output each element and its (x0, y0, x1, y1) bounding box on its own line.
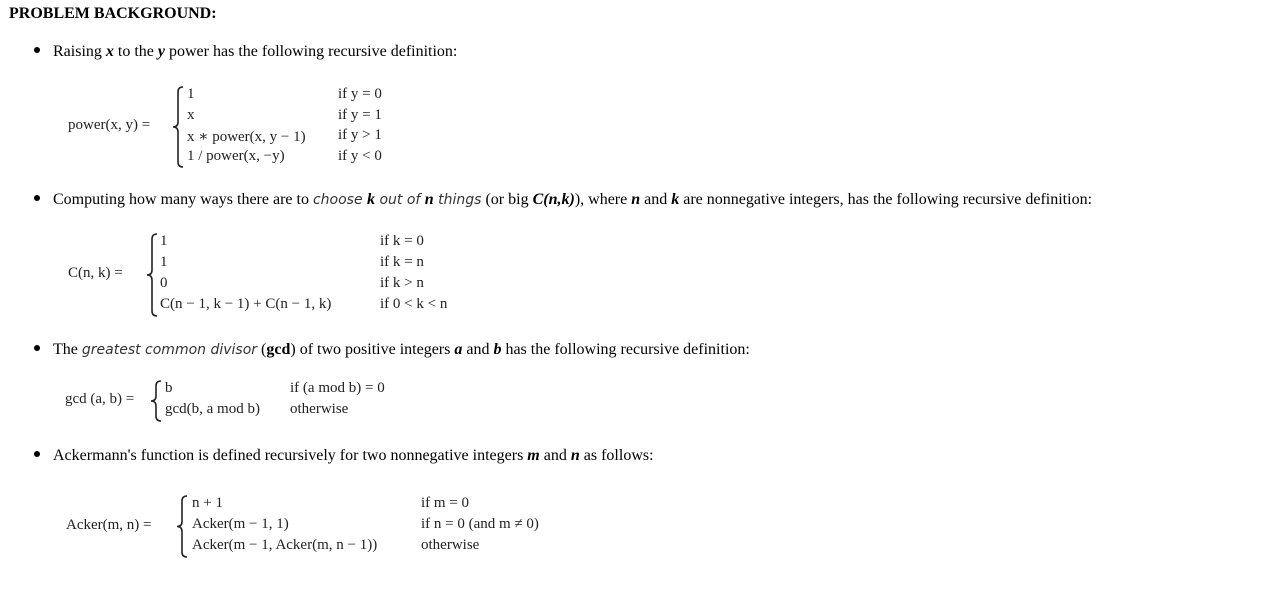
acker-condition: otherwise (421, 537, 480, 553)
var-a: a (454, 341, 463, 358)
var-k: k (671, 191, 680, 208)
var-n: n (570, 447, 580, 464)
text: C(n,k) (532, 191, 575, 208)
text: gcd (266, 341, 291, 358)
var-b: b (493, 341, 502, 358)
text: Ackermann's function is defined recursively for two nonnegative integers (53, 447, 528, 464)
bullet-icon (34, 195, 40, 201)
left-brace-icon (176, 495, 188, 558)
text: has the following recursive definition: (501, 341, 750, 358)
left-brace-icon (150, 380, 162, 422)
text: (or big (481, 191, 533, 208)
choose-case: 1 (160, 233, 168, 249)
left-brace-icon (146, 233, 158, 317)
text: Raising (53, 43, 106, 60)
text: ) of two positive integers (290, 341, 455, 358)
text: are nonnegative integers, has the following recursive definition: (679, 191, 1093, 208)
acker-case: n + 1 (192, 495, 223, 511)
bullet-icon (34, 47, 40, 53)
var-n: n (424, 191, 434, 208)
text: choose (312, 192, 368, 208)
power-condition: if y < 0 (338, 147, 382, 164)
acker-case: Acker(m − 1, 1) (192, 516, 289, 532)
gcd-case: b (165, 380, 173, 396)
text: out of (375, 192, 425, 208)
text: and (539, 447, 571, 464)
choose-condition: if k = n (380, 254, 424, 270)
page-title: PROBLEM BACKGROUND: (9, 5, 217, 22)
choose-case: 0 (160, 275, 168, 291)
power-condition: if y > 1 (338, 127, 382, 143)
var-k: k (367, 191, 376, 208)
bullet-acker (34, 447, 654, 465)
gcd-condition: otherwise (290, 401, 349, 417)
text: as follows: (579, 447, 654, 464)
power-lhs: power(x, y) = (68, 117, 151, 133)
text: things (433, 192, 482, 208)
choose-case: C(n − 1, k − 1) + C(n − 1, k) (160, 296, 332, 312)
text: greatest common divisor (81, 342, 258, 358)
gcd-case: gcd(b, a mod b) (165, 401, 260, 417)
power-case: x (187, 106, 195, 123)
bullet-icon (34, 345, 40, 351)
gcd-lhs: gcd (a, b) = (65, 391, 135, 407)
var-y: y (157, 43, 165, 60)
var-x: x (105, 43, 114, 60)
text: to the (113, 43, 158, 60)
text: and (640, 191, 672, 208)
var-n: n (631, 191, 641, 208)
acker-condition: if n = 0 (and m ≠ 0) (421, 516, 539, 532)
left-brace-icon (172, 86, 184, 168)
text: power has the following recursive definition: (165, 43, 458, 60)
choose-condition: if k = 0 (380, 233, 424, 249)
text: and (462, 341, 494, 358)
var-m: m (527, 447, 540, 464)
gcd-condition: if (a mod b) = 0 (290, 380, 385, 396)
choose-condition: if 0 < k < n (380, 296, 448, 312)
acker-condition: if m = 0 (421, 495, 470, 511)
choose-lhs: C(n, k) = (68, 265, 123, 281)
bullet-icon (34, 451, 40, 457)
power-case: x ∗ power(x, y − 1) (187, 129, 306, 145)
power-case: 1 (187, 86, 195, 102)
acker-case: Acker(m − 1, Acker(m, n − 1)) (192, 537, 378, 553)
choose-case: 1 (160, 254, 168, 270)
power-condition: if y = 1 (338, 106, 382, 123)
text: Computing how many ways there are to (53, 191, 313, 208)
text: ( (257, 341, 267, 358)
text: ), where (574, 191, 632, 208)
power-condition: if y = 0 (338, 86, 382, 102)
acker-lhs: Acker(m, n) = (66, 516, 152, 533)
bullet-choose (34, 191, 1092, 209)
choose-condition: if k > n (380, 275, 424, 291)
bullet-gcd (34, 341, 750, 359)
text: The (53, 341, 82, 358)
bullet-power (34, 43, 457, 61)
power-case: 1 / power(x, −y) (187, 147, 285, 164)
